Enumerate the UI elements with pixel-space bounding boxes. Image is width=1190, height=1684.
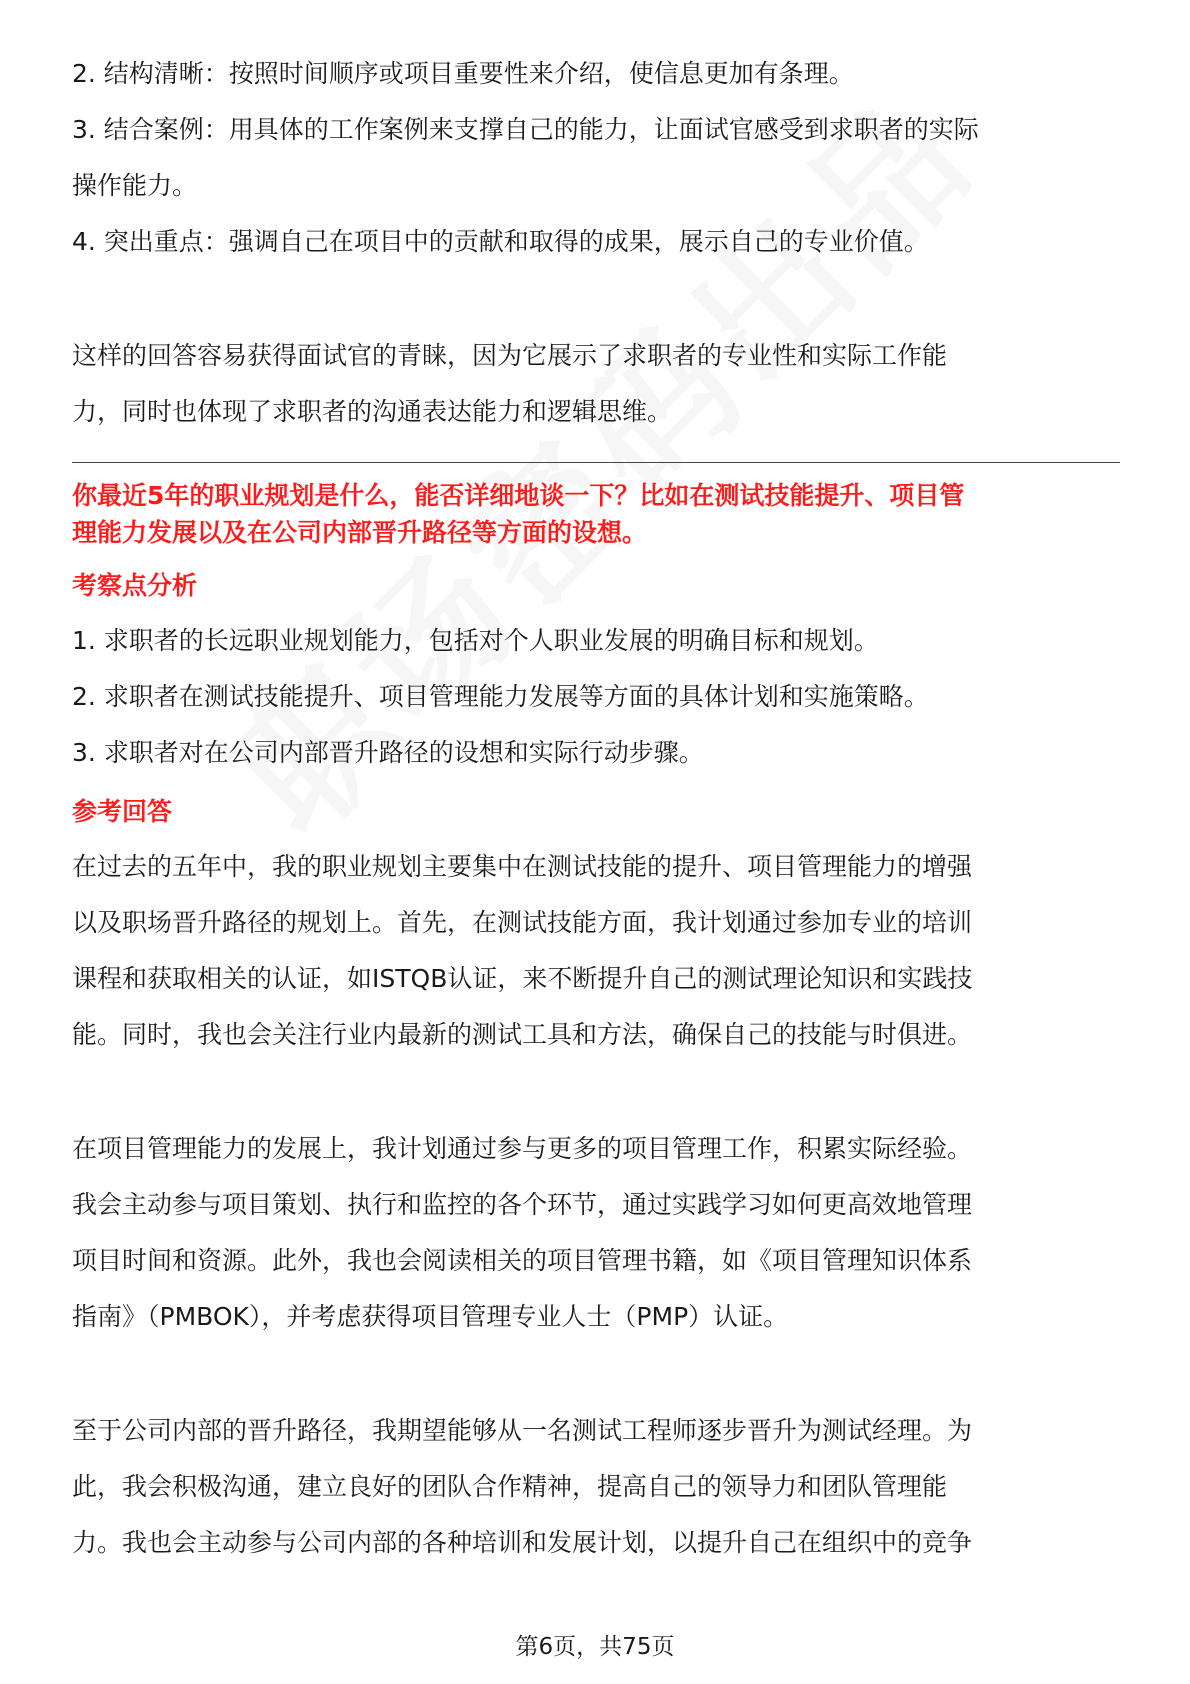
spacer [72,1063,1122,1121]
list-item-continuation: 操作能力。 [72,171,198,200]
question-line: 理能力发展以及在公司内部晋升路径等方面的设想。 [72,518,648,547]
paragraph-line: 指南》（PMBOK），并考虑获得项目管理专业人士（PMP）认证。 [72,1302,789,1331]
list-item: 3. 求职者对在公司内部晋升路径的设想和实际行动步骤。 [72,738,704,767]
summary-paragraph [72,328,1122,440]
list-item: 2. 求职者在测试技能提升、项目管理能力发展等方面的具体计划和实施策略。 [72,682,929,711]
spacer [72,1345,1122,1403]
paragraph-line: 课程和获取相关的认证，如ISTQB认证，来不断提升自己的测试理论知识和实践技 [72,964,973,993]
paragraph-line: 能。同时，我也会关注行业内最新的测试工具和方法，确保自己的技能与时俱进。 [72,1020,973,1049]
paragraph-line: 力，同时也体现了求职者的沟通表达能力和逻辑思维。 [72,397,673,426]
paragraph-line: 力。我也会主动参与公司内部的各种培训和发展计划，以提升自己在组织中的竞争 [72,1528,973,1557]
question-heading [72,477,1122,551]
reference-paragraph-2 [72,1121,1122,1345]
list-item: 4. 突出重点：强调自己在项目中的贡献和取得的成果，展示自己的专业价值。 [72,227,929,256]
reference-heading: 参考回答 [72,797,173,826]
question-line: 你最近5年的职业规划是什么，能否详细地谈一下？比如在测试技能提升、项目管 [72,481,965,510]
paragraph-line: 以及职场晋升路径的规划上。首先，在测试技能方面，我计划通过参加专业的培训 [72,908,973,937]
page-number: 第6页，共75页 [515,1634,675,1660]
paragraph-line: 我会主动参与项目策划、执行和监控的各个环节，通过实践学习如何更高效地管理 [72,1190,973,1219]
list-item: 2. 结构清晰：按照时间顺序或项目重要性来介绍，使信息更加有条理。 [72,59,854,88]
paragraph-line: 此，我会积极沟通，建立良好的团队合作精神，提高自己的领导力和团队管理能 [72,1472,948,1501]
paragraph-line: 项目时间和资源。此外，我也会阅读相关的项目管理书籍，如《项目管理知识体系 [72,1246,973,1275]
analysis-list [72,613,1122,781]
reference-paragraph-1 [72,839,1122,1063]
paragraph-line: 这样的回答容易获得面试官的青睐，因为它展示了求职者的专业性和实际工作能 [72,341,948,370]
paragraph-line: 在过去的五年中，我的职业规划主要集中在测试技能的提升、项目管理能力的增强 [72,852,973,881]
list-item: 1. 求职者的长远职业规划能力，包括对个人职业发展的明确目标和规划。 [72,626,879,655]
intro-list [72,46,1122,270]
section-divider [72,462,1120,463]
list-item: 3. 结合案例：用具体的工作案例来支撑自己的能力，让面试官感受到求职者的实际 [72,115,979,144]
paragraph-line: 在项目管理能力的发展上，我计划通过参与更多的项目管理工作，积累实际经验。 [72,1134,973,1163]
analysis-heading: 考察点分析 [72,571,198,600]
spacer [72,270,1122,328]
reference-paragraph-3 [72,1403,1122,1571]
page-content [72,46,1122,1571]
paragraph-line: 至于公司内部的晋升路径，我期望能够从一名测试工程师逐步晋升为测试经理。为 [72,1416,973,1445]
